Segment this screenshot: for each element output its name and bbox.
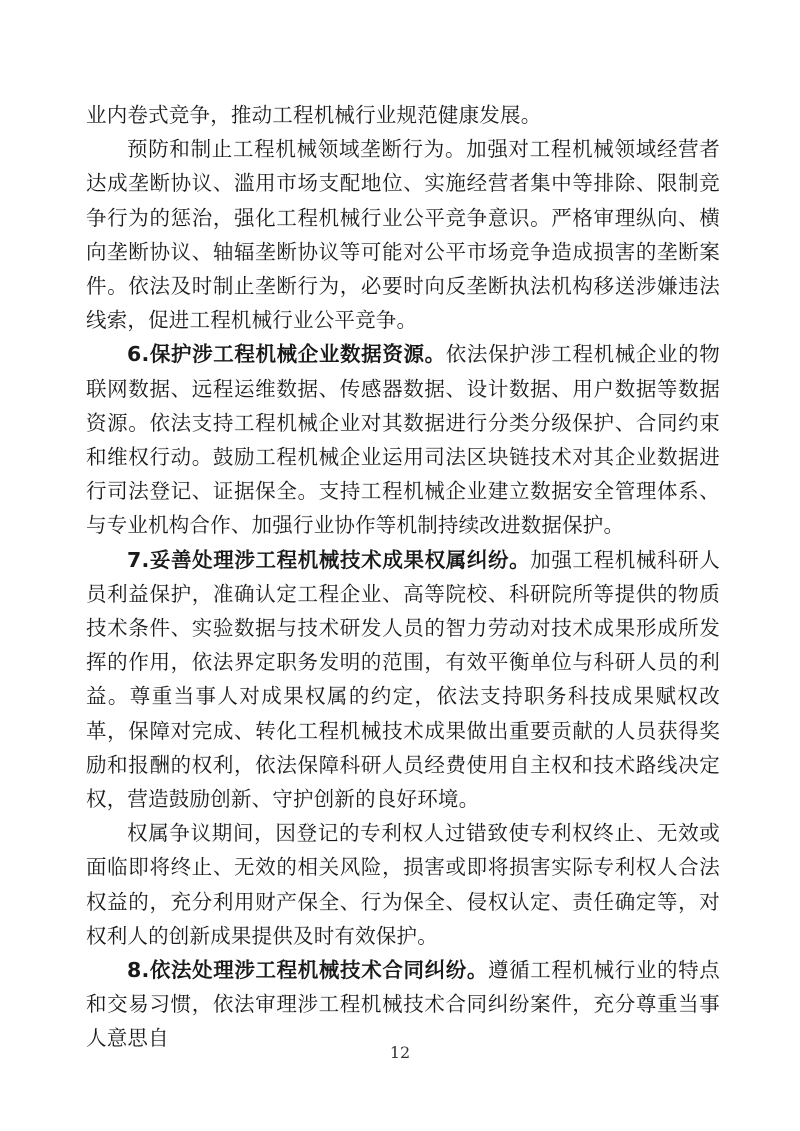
document-body <box>86 98 720 1056</box>
paragraph-monopoly <box>86 132 720 337</box>
section-heading: 6.保护涉工程机械企业数据资源。 <box>127 342 446 367</box>
paragraph-item-6 <box>86 337 720 542</box>
paragraph-text: 预防和制止工程机械领域垄断行为。加强对工程机械领域经营者达成垄断协议、滥用市场支配地位、实施经营者集中等排除、限制竞争行为的惩治，强化工程机械行业公平竞争意识。严格审理纵向、横向垄断协议、轴辐垄断协议等可能对公平市场竞争造成损害的垄断案件。依法及时制止垄断行为，必要时向反垄断执法机构移送涉嫌违法线索，促进工程机械行业公平竞争。 <box>86 137 720 333</box>
section-heading: 7.妥善处理涉工程机械技术成果权属纠纷。 <box>127 547 531 572</box>
section-heading: 8.依法处理涉工程机械技术合同纠纷。 <box>127 958 488 983</box>
paragraph-continuation <box>86 98 720 132</box>
paragraph-ownership-dispute <box>86 816 720 953</box>
page-number: 12 <box>389 1043 411 1062</box>
paragraph-text: 业内卷式竞争，推动工程机械行业规范健康发展。 <box>86 103 542 127</box>
paragraph-text: 依法保护涉工程机械企业的物联网数据、远程运维数据、传感器数据、设计数据、用户数据等数据资源。依法支持工程机械企业对其数据进行分类分级保护、合同约束和维权行动。鼓励工程机械企业运用司法区块链技术对其企业数据进行司法登记、证据保全。支持工程机械企业建立数据安全管理体系、与专业机构合作、加强行业协作等机制持续改进数据保护。 <box>86 342 720 538</box>
paragraph-text: 遵循工程机械行业的特点和交易习惯，依法审理涉工程机械技术合同纠纷案件，充分尊重当事人意思自 <box>86 958 720 1051</box>
paragraph-text: 加强工程机械科研人员利益保护，准确认定工程企业、高等院校、科研院所等提供的物质技术条件、实验数据与技术研发人员的智力劳动对技术成果形成所发挥的作用，依法界定职务发明的范围，有效平衡单位与科研人员的利益。尊重当事人对成果权属的约定，依法支持职务科技成果赋权改革，保障对完成、转化工程机械技术成果做出重要贡献的人员获得奖励和报酬的权利，依法保障科研人员经费使用自主权和技术路线决定权，营造鼓励创新、守护创新的良好环境。 <box>86 547 720 812</box>
paragraph-item-7 <box>86 543 720 817</box>
paragraph-item-8 <box>86 953 720 1056</box>
paragraph-text: 权属争议期间，因登记的专利权人过错致使专利权终止、无效或面临即将终止、无效的相关风险，损害或即将损害实际专利权人合法权益的，充分利用财产保全、行为保全、侵权认定、责任确定等，对权利人的创新成果提供及时有效保护。 <box>86 821 720 948</box>
